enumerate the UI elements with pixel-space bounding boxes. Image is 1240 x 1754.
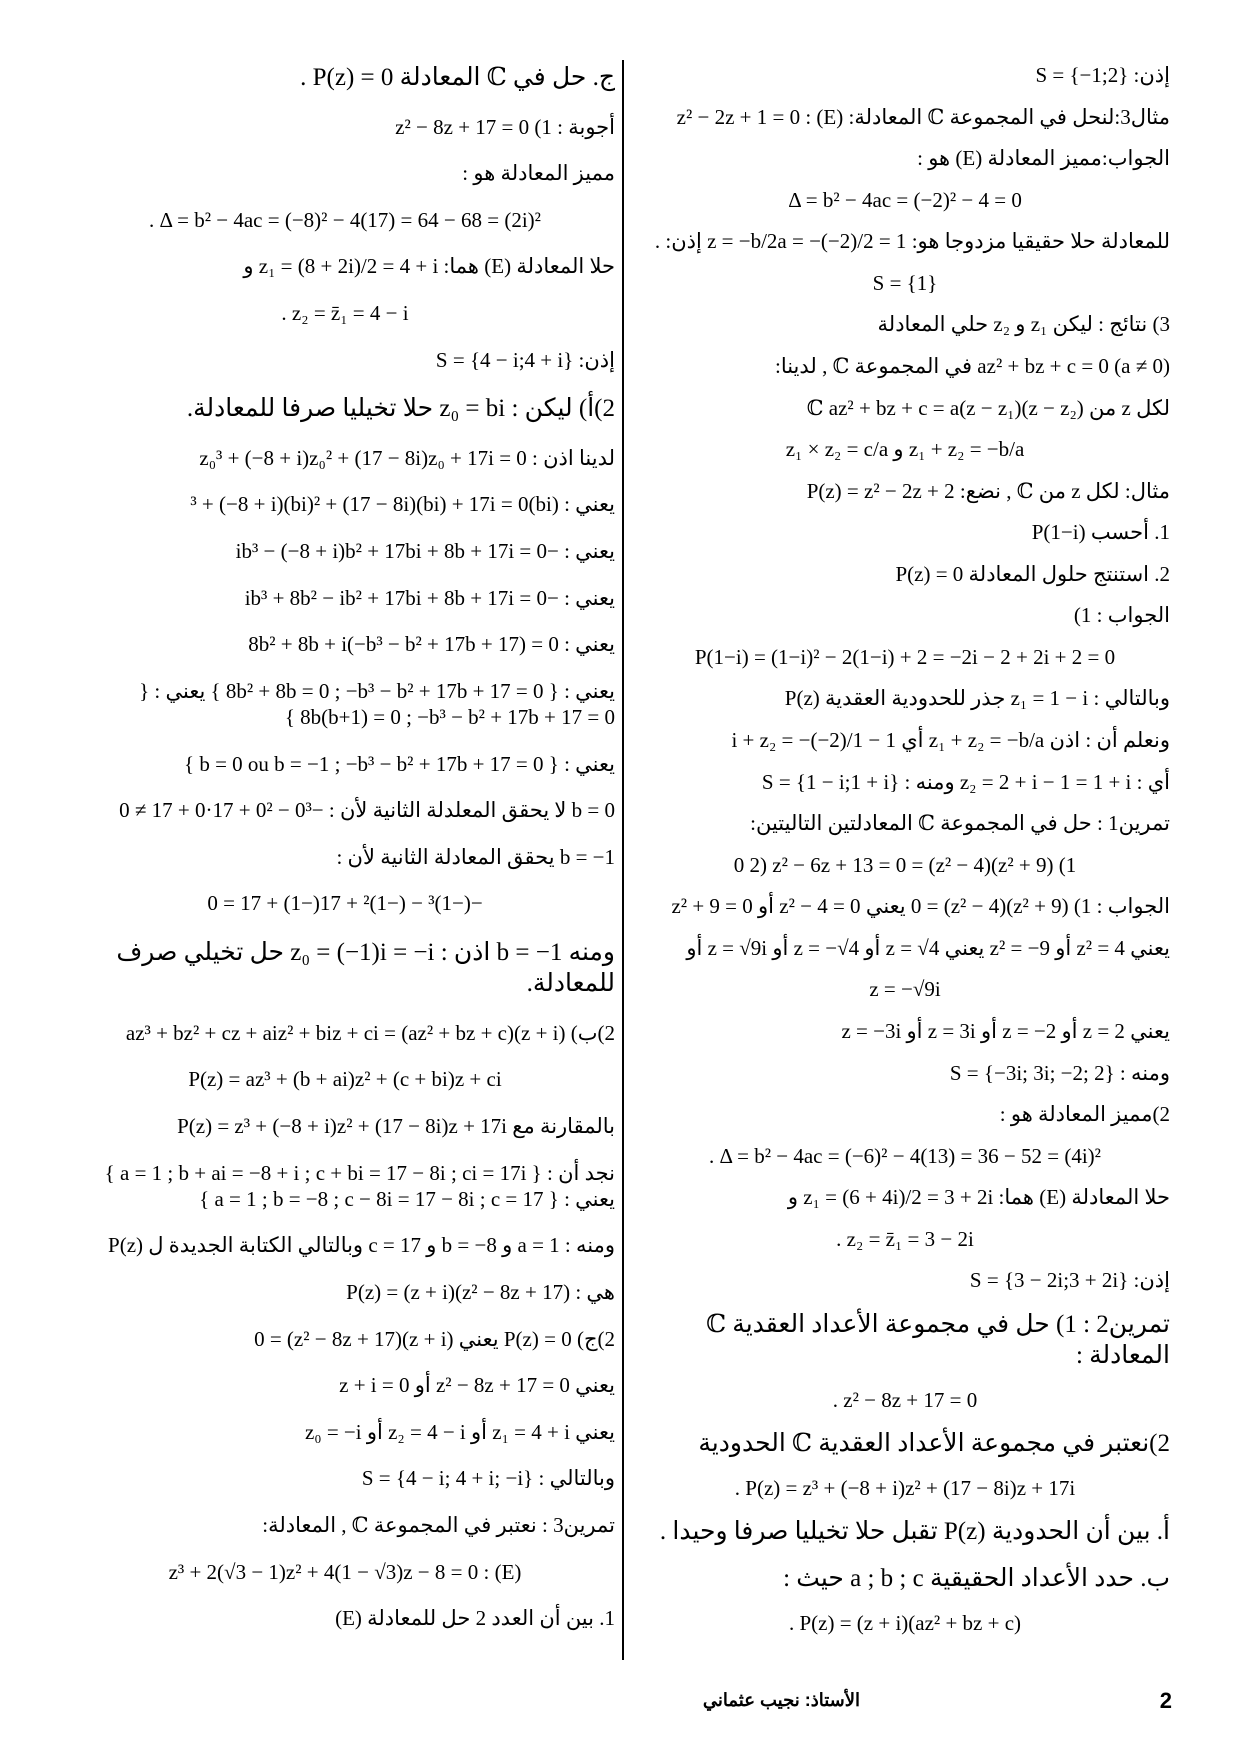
author-name: الأستاذ: نجيب عثماني [702, 1690, 860, 1710]
left-column-line: وبالتالي : S = {4 − i; 4 + i; −i} [361, 1466, 615, 1491]
left-column-line: تمرين3 : نعتبر في المجموعة ℂ , المعادلة: [262, 1512, 615, 1537]
right-column-line: z = −√9i [869, 977, 941, 1002]
left-column-line: يعني : −ib³ + 8b² − ib² + 17bi + 8b + 17i = 0 [244, 585, 615, 610]
left-column-line: يعني : { b = 0 ou b = −1 ; −b³ − b² + 17b + 17 = 0 } [183, 751, 615, 776]
right-column-line: 1. أحسب P(1−i) [1031, 520, 1170, 545]
page-number: 2 [1159, 1688, 1172, 1713]
right-column-line: z² − 8z + 17 = 0 . [832, 1387, 978, 1412]
left-column-line: يعني : −ib³ − (−8 + i)b² + 17bi + 8b + 17i = 0 [235, 538, 615, 563]
left-column-line: إذن: S = {4 − i;4 + i} [435, 347, 615, 372]
left-column-line: يعني : (bi)³ + (−8 + i)(bi)² + (17 − 8i)(bi) + 17i = 0 [190, 492, 615, 517]
right-column-line: z₂ = z̄₁ = 3 − 2i . [836, 1226, 974, 1251]
right-column-line: حلا المعادلة (E) هما: z₁ = (6 + 4i)/2 = 3 + 2i و [787, 1185, 1170, 1210]
left-column-line: ومنه b = −1 اذن : z₀ = (−1)i = −i حل تخيلي صرف للمعادلة. [116, 938, 615, 998]
right-column-line: ب. حدد الأعداد الحقيقية a ; b ; c حيث : [783, 1564, 1170, 1592]
right-column-line: إذن: S = {3 − 2i;3 + 2i} [969, 1268, 1170, 1293]
left-column-line: 2)أ) ليكن : z₀ = bi حلا تخيليا صرفا للمعادلة. [186, 395, 615, 423]
right-column-line: تمرين1 : حل في المجموعة ℂ المعادلتين التاليتين: [750, 811, 1170, 836]
left-column-line: b = 0 لا يحقق المعلدلة الثانية لأن : −0³ − 0² + 17·0 + 17 ≠ 0 [119, 798, 615, 823]
left-column-line: مميز المعادلة هو : [462, 161, 615, 186]
right-column-line: Δ = b² − 4ac = (−2)² − 4 = 0 [788, 187, 1022, 212]
left-column-line: حلا المعادلة (E) هما: z₁ = (8 + 2i)/2 = 4 + i و [243, 254, 615, 279]
right-column-line: أي : z₂ = 2 + i − 1 = 1 + i ومنه : S = {1 − i;1 + i} [761, 769, 1170, 794]
right-column-line: لكل z من ℂ az² + bz + c = a(z − z₁)(z − z₂) [806, 395, 1170, 420]
right-column-line: ونعلم أن : اذن z₁ + z₂ = −b/a أي 1 − i + z₂ = −(−2)/1 [731, 728, 1170, 752]
left-column-line: لدينا اذن : z₀³ + (−8 + i)z₀² + (17 − 8i)z₀ + 17i = 0 [199, 445, 615, 470]
left-column-line: 1. بين أن العدد 2 حل للمعادلة (E) [335, 1606, 615, 1631]
left-column-line: Δ = b² − 4ac = (−8)² − 4(17) = 64 − 68 = (2i)² . [149, 207, 541, 232]
right-column-line: الجواب:مميز المعادلة (E) هو : [917, 146, 1170, 171]
left-column-line: (E) : z³ + 2(√3 − 1)z² + 4(1 − √3)z − 8 = 0 [168, 1559, 522, 1584]
right-column-line: للمعادلة حلا حقيقيا مزدوجا هو: z = −b/2a = −(−2)/2 = 1 إذن: . [654, 229, 1170, 254]
column-divider [622, 60, 624, 1660]
left-column-line: −(−1)³ − (−1)² + 17(−1) + 17 = 0 [207, 891, 483, 916]
left-column-line: يعني z² − 8z + 17 = 0 أو z + i = 0 [339, 1373, 615, 1398]
right-column [640, 62, 1170, 1651]
right-column-line: 3) نتائج : ليكن z₁ و z₂ حلي المعادلة [877, 312, 1170, 337]
right-column-line: تمرين2 : 1) حل في مجموعة الأعداد العقدية ℂ المعادلة : [706, 1310, 1170, 1370]
left-column-line: b = −1 يحقق المعادلة الثانية لأن : [336, 844, 615, 869]
left-column-line: 2)ج) P(z) = 0 يعني (z + i)(z² − 8z + 17) = 0 [254, 1326, 615, 1351]
right-column-line: 1) (z² + 9)(z² − 4) = 0 2) z² − 6z + 13 = 0 [733, 852, 1077, 877]
right-column-line: P(1−i) = (1−i)² − 2(1−i) + 2 = −2i − 2 + 2i + 2 = 0 [694, 644, 1116, 669]
right-column-line: إذن: S = {−1;2} [1035, 63, 1170, 87]
right-column-line: P(z) = (z + i)(az² + bz + c) . [788, 1610, 1022, 1635]
left-column-line: ومنه : a = 1 و b = −8 و c = 17 وبالتالي الكتابة الجديدة ل P(z) [108, 1233, 615, 1258]
right-column-line: يعني z² = 4 أو z² = −9 يعني z = √4 أو z = −√4 أو z = √9i أو [686, 935, 1170, 960]
right-column-line: z₁ + z₂ = −b/a و z₁ × z₂ = c/a [785, 437, 1025, 462]
right-column-line: 2)نعتبر في مجموعة الأعداد العقدية ℂ الحدودية [698, 1430, 1170, 1458]
left-column-line: هي : P(z) = (z + i)(z² − 8z + 17) [346, 1280, 615, 1304]
left-column-line: يعني z₁ = 4 + i أو z₂ = 4 − i أو z₀ = −i [304, 1419, 615, 1444]
right-column-line: الجواب : 1) [1073, 603, 1170, 628]
right-column-line: P(z) = z³ + (−8 + i)z² + (17 − 8i)z + 17i . [734, 1475, 1076, 1500]
right-column-line: أ. بين أن الحدودية P(z) تقبل حلا تخيليا صرفا وحيدا . [659, 1518, 1170, 1546]
right-column-line: وبالتالي : z₁ = 1 − i جذر للحدودية العقدية P(z) [784, 686, 1170, 711]
right-column-line: مثال3:لنحل في المجموعة ℂ المعادلة: (E) : z² − 2z + 1 = 0 [676, 104, 1170, 129]
left-column-line: يعني : { 8b² + 8b = 0 ; −b³ − b² + 17b + 17 = 0 } يعني : { 8b(b+1) = 0 ; −b³ − b² + 17b + 17 = 0 } [139, 678, 615, 729]
page-footer [0, 1688, 1240, 1718]
right-column-line: S = {1} [872, 270, 938, 295]
left-column-line: ج. حل في ℂ المعادلة P(z) = 0 . [300, 64, 615, 91]
right-column-line: az² + bz + c = 0 (a ≠ 0) في المجموعة ℂ , لدينا: [774, 353, 1170, 378]
left-column-line: يعني : 8b² + 8b + i(−b³ − b² + 17b + 17) = 0 [248, 632, 615, 657]
right-column-line: 2. استنتج حلول المعادلة P(z) = 0 [895, 561, 1170, 586]
left-column-line: P(z) = az³ + (b + ai)z² + (c + bi)z + ci [188, 1067, 502, 1092]
right-column-line: مثال: لكل z من ℂ , نضع: P(z) = z² − 2z + 2 [806, 478, 1170, 503]
right-column-line: 2)مميز المعادلة هو : [999, 1102, 1170, 1127]
right-column-line: Δ = b² − 4ac = (−6)² − 4(13) = 36 − 52 = (4i)² . [709, 1143, 1101, 1168]
right-column-line: يعني z = 2 أو z = −2 أو z = 3i أو z = −3i [841, 1018, 1170, 1043]
left-column-line: z₂ = z̄₁ = 4 − i . [281, 300, 409, 325]
left-column-line: بالمقارنة مع P(z) = z³ + (−8 + i)z² + (17 − 8i)z + 17i [177, 1113, 615, 1138]
right-column-line: ومنه : S = {−3i; 3i; −2; 2} [949, 1060, 1170, 1085]
left-column-line: 2)ب) (z + i)(az² + bz + c) = az³ + bz² + cz + aiz² + biz + ci [125, 1020, 615, 1045]
left-column-line: أجوبة : 1) z² − 8z + 17 = 0 [395, 114, 615, 139]
left-column [75, 62, 615, 1652]
right-column-line: الجواب : 1) (z² + 9)(z² − 4) = 0 يعني z² − 4 = 0 أو z² + 9 = 0 [671, 894, 1170, 919]
left-column-line: نجد أن : { a = 1 ; b + ai = −8 + i ; c + bi = 17 − 8i ; ci = 17i } يعني : { a = 1 ; b = −8 ; c − 8i = 17 − 8i ; c = 17 } [104, 1160, 615, 1211]
